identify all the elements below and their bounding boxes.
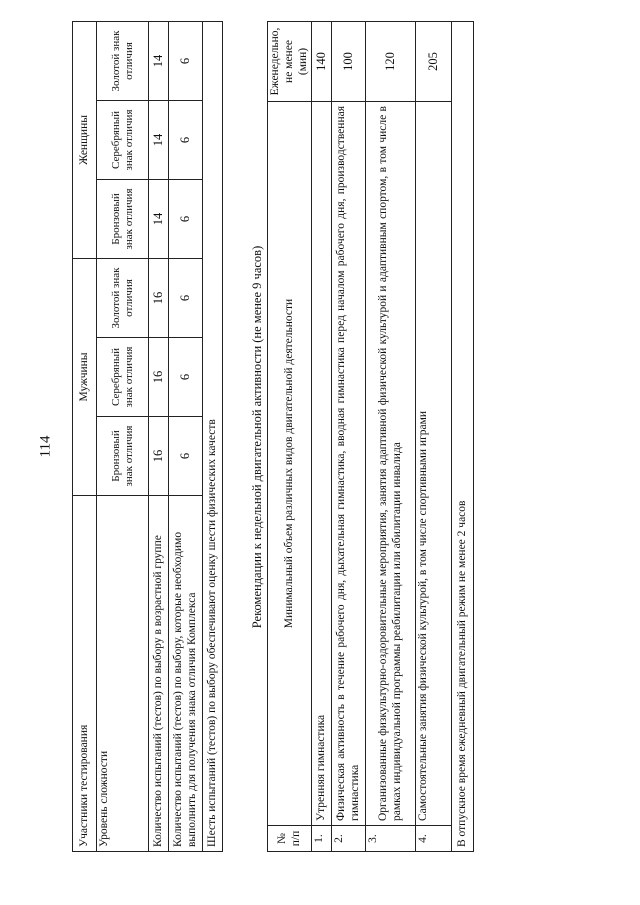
table-footer: Шесть испытаний (тестов) по выбору обеспечивают оценку шести физических качеств [203,21,223,851]
value-cell: 6 [169,258,203,337]
weekly-activity-table [267,21,474,852]
value-cell: 14 [149,21,169,100]
row-minutes: 205 [416,22,452,102]
value-cell: 6 [169,338,203,417]
value-cell: 16 [149,258,169,337]
row-text: Самостоятельные занятия физической культурой, в том числе спортивными играми [416,102,452,826]
rotated-content [72,0,468,852]
table-row [416,22,452,852]
value-cell: 6 [169,417,203,496]
table-row [149,21,169,851]
row-label: Количество испытаний (тестов) по выбору в возрастной группе [149,496,169,852]
row-number: 1. [312,826,332,852]
header-men: Мужчины [73,258,97,495]
header-level: Уровень сложности [97,496,149,852]
testing-levels-table [72,21,223,852]
table-row [366,22,416,852]
header-activity: Минимальный объем различных видов двигательной деятельности [268,102,312,826]
header-number: № п/п [268,826,312,852]
table-footer: В отпускное время ежедневный двигательный режим не менее 2 часов [452,22,474,852]
row-minutes: 140 [312,22,332,102]
level-cell: Серебряный знак отличия [97,100,149,179]
table-row [169,21,203,851]
row-text: Физическая активность в течение рабочего дня, дыхательная гимнастика, вводная гимнастика перед началом рабочего дня, производственная гимнастика [332,102,366,826]
row-label: Количество испытаний (тестов) по выбору, которые необходимо выполнить для получения знака отличия Комплекса [169,496,203,852]
header-women: Женщины [73,21,97,258]
value-cell: 14 [149,100,169,179]
table-row [332,22,366,852]
row-text: Организованные физкультурно-оздоровительные мероприятия, занятия адаптивной физической культурой и адаптивным спортом, в том числе в рамках индивидуальной программы реабилитации или абилитации инвалида [366,102,416,826]
value-cell: 16 [149,417,169,496]
level-cell: Бронзовый знак отличия [97,417,149,496]
section-title: Рекомендации к недельной двигательной активности (не менее 9 часов) [250,245,264,629]
page-number: 114 [37,435,54,458]
level-cell: Бронзовый знак отличия [97,179,149,258]
row-number: 4. [416,826,452,852]
row-text: Утренняя гимнастика [312,102,332,826]
level-cell: Серебряный знак отличия [97,338,149,417]
header-weekly: Еженедельно, не менее (мин) [268,22,312,102]
value-cell: 14 [149,179,169,258]
level-cell: Золотой знак отличия [97,21,149,100]
value-cell: 6 [169,179,203,258]
row-minutes: 120 [366,22,416,102]
row-number: 3. [366,826,416,852]
value-cell: 6 [169,100,203,179]
value-cell: 16 [149,338,169,417]
header-participants: Участники тестирования [73,496,97,852]
row-minutes: 100 [332,22,366,102]
value-cell: 6 [169,21,203,100]
table-row [312,22,332,852]
level-cell: Золотой знак отличия [97,258,149,337]
row-number: 2. [332,826,366,852]
